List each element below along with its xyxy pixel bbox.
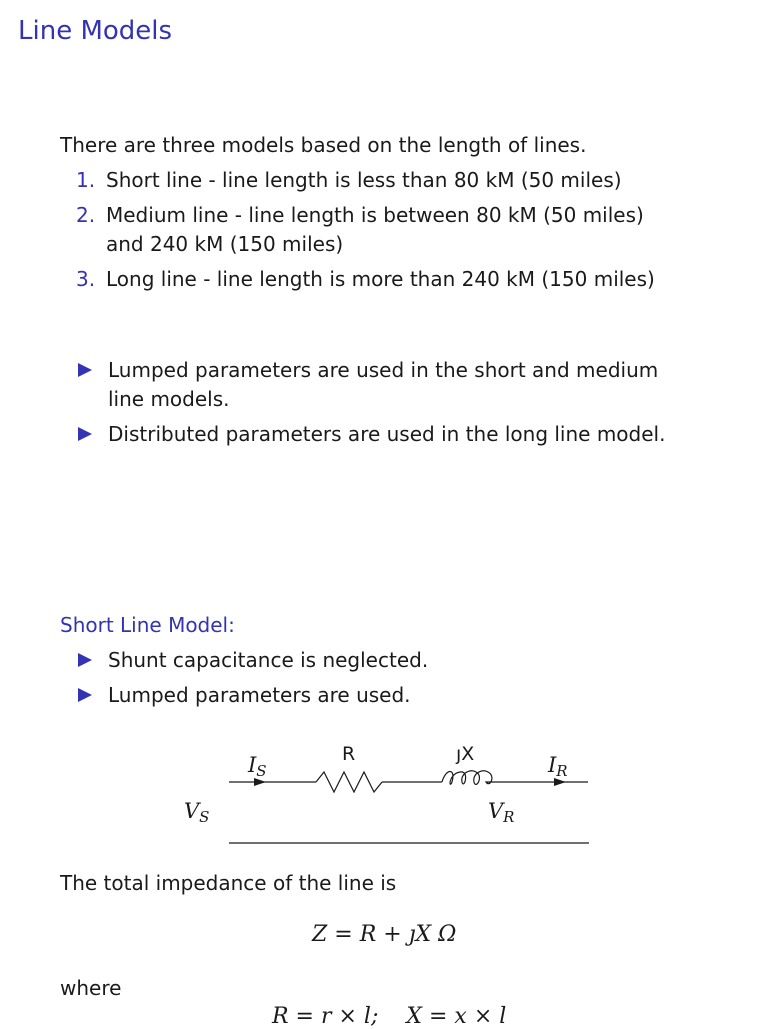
bullet-text: Lumped parameters are used in the short and medium line models. bbox=[108, 358, 659, 411]
resistor-symbol bbox=[316, 772, 382, 792]
bullet-triangle-icon bbox=[78, 427, 92, 441]
short-bullet-2 bbox=[78, 681, 698, 710]
intro-text: There are three models based on the length of lines. bbox=[60, 133, 587, 157]
model-text: Short line - line length is less than 80 kM (50 miles) bbox=[106, 168, 622, 192]
bullet-text: Shunt capacitance is neglected. bbox=[108, 648, 429, 672]
model-text: Medium line - line length is between 80 kM (50 miles) and 240 kM (150 miles) bbox=[106, 203, 644, 256]
model-number: 1. bbox=[76, 168, 96, 192]
short-line-heading: Short Line Model: bbox=[60, 613, 235, 637]
short-bullet-1 bbox=[78, 646, 698, 675]
param-bullet-1 bbox=[78, 356, 678, 414]
bullet-triangle-icon bbox=[78, 653, 92, 667]
slide-title: Line Models bbox=[18, 16, 173, 46]
receiving-voltage-label: VR bbox=[488, 799, 515, 826]
bullet-triangle-icon bbox=[78, 363, 92, 377]
where-text: where bbox=[60, 976, 122, 1000]
receiving-current-label: IR bbox=[548, 753, 568, 780]
model-item-1 bbox=[76, 166, 696, 195]
bullet-text: Distributed parameters are used in the long line model. bbox=[108, 422, 666, 446]
bullet-triangle-icon bbox=[78, 688, 92, 702]
model-text: Long line - line length is more than 240 kM (150 miles) bbox=[106, 267, 655, 291]
resistance-label: R bbox=[342, 743, 356, 765]
impedance-equation: Z = R + ȷX Ω bbox=[312, 922, 457, 947]
model-item-3 bbox=[76, 265, 696, 294]
inductor-symbol bbox=[442, 771, 494, 785]
sending-voltage-label: VS bbox=[184, 799, 210, 826]
model-number: 3. bbox=[76, 267, 96, 291]
bullet-text: Lumped parameters are used. bbox=[108, 683, 411, 707]
rx-equation: R = r × l; X = x × l bbox=[272, 1004, 507, 1029]
param-bullet-2 bbox=[78, 420, 698, 449]
sending-current-label: IS bbox=[248, 753, 267, 780]
model-number: 2. bbox=[76, 203, 96, 227]
reactance-label: ȷX bbox=[456, 743, 475, 765]
short-line-circuit-diagram bbox=[0, 730, 768, 860]
model-item-2 bbox=[76, 201, 676, 259]
impedance-text: The total impedance of the line is bbox=[60, 871, 397, 895]
